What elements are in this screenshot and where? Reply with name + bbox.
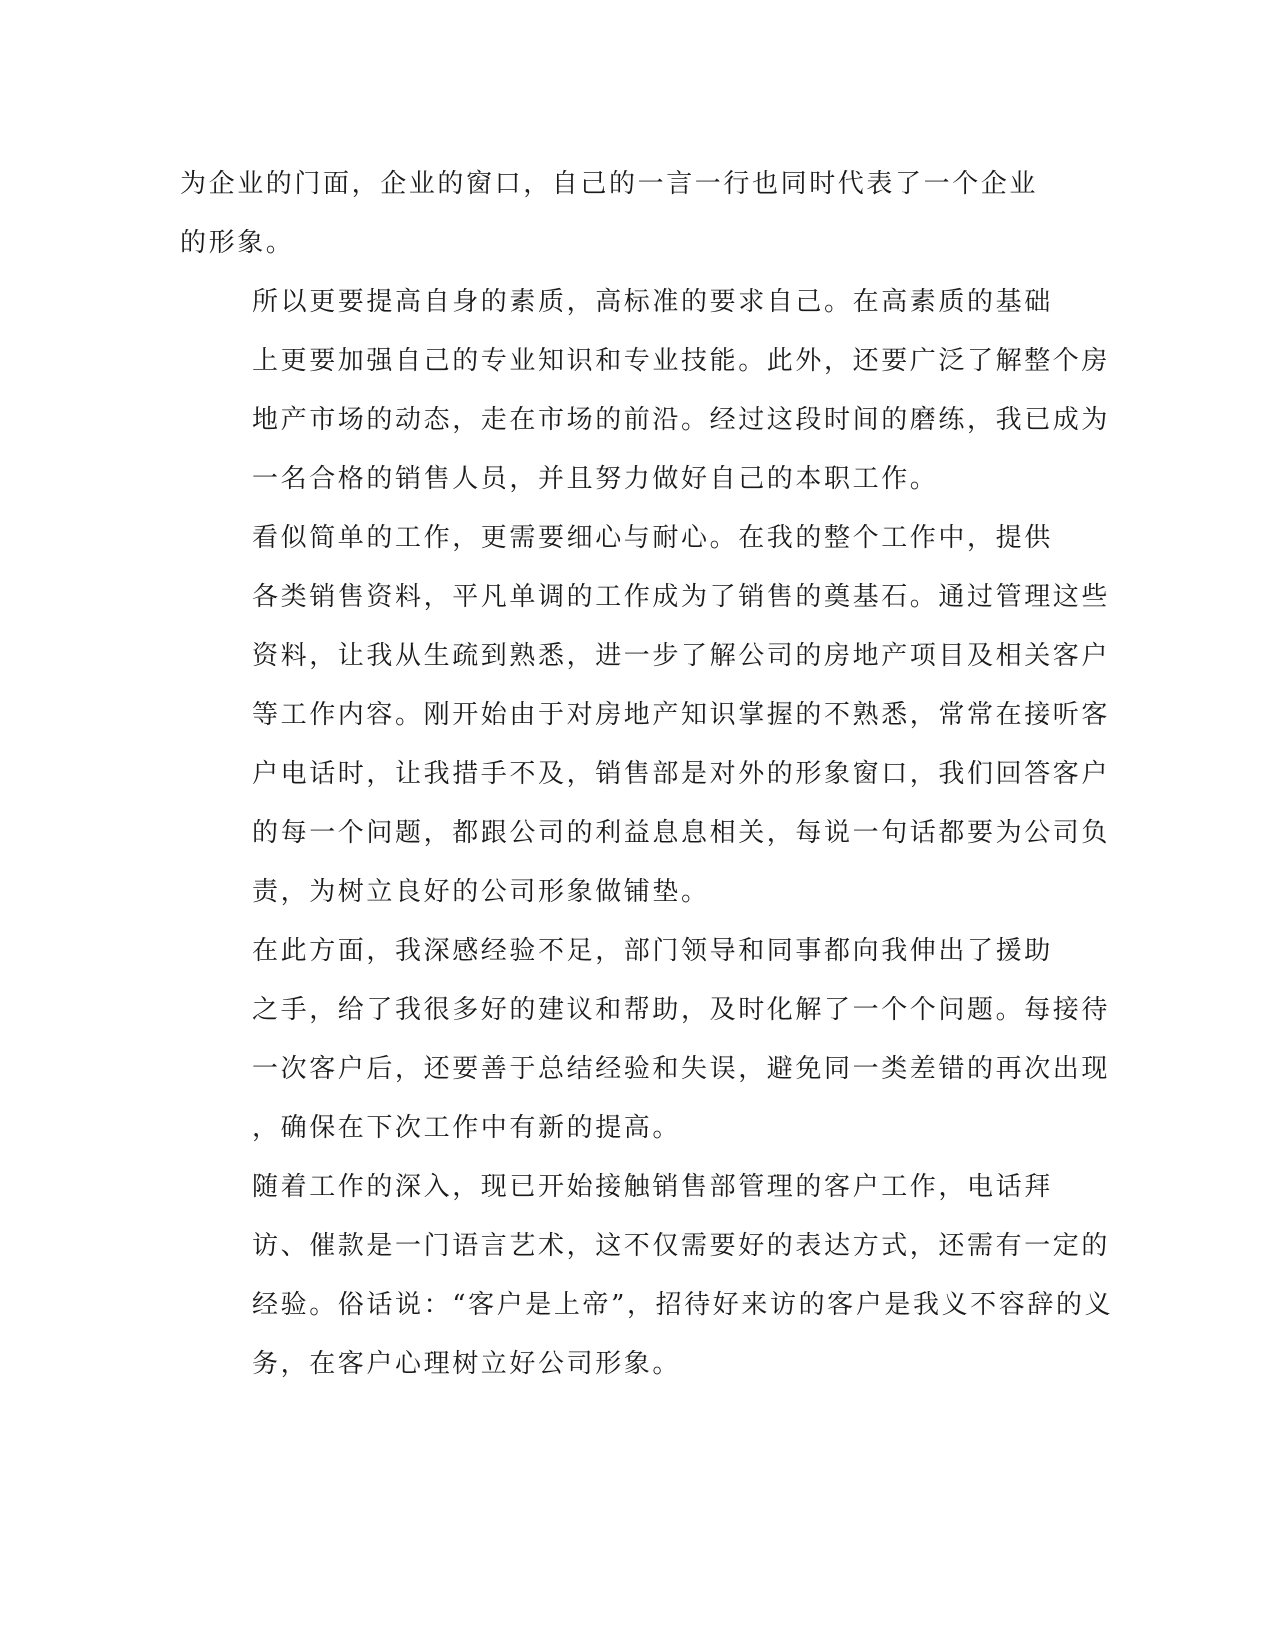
text-line: 之手，给了我很多好的建议和帮助，及时化解了一个个问题。每接待 [252, 995, 1111, 1025]
paragraph-1 [180, 155, 1039, 273]
text-line: 在此方面，我深感经验不足，部门领导和同事都向我伸出了援助 [252, 936, 1053, 966]
text-line: 等工作内容。刚开始由于对房地产知识掌握的不熟悉，常常在接听客 [252, 700, 1111, 730]
text-line: 地产市场的动态，走在市场的前沿。经过这段时间的磨练，我已成为 [252, 405, 1111, 435]
text-line: 看似简单的工作，更需要细心与耐心。在我的整个工作中，提供 [252, 523, 1053, 553]
paragraph-4 [180, 922, 1111, 1158]
text-line: 的形象。 [180, 228, 295, 258]
text-line: 一次客户后，还要善于总结经验和失误，避免同一类差错的再次出现 [252, 1054, 1111, 1084]
text-line: 为企业的门面，企业的窗口，自己的一言一行也同时代表了一个企业 [180, 169, 1039, 199]
text-line: 务，在客户心理树立好公司形象。 [252, 1349, 682, 1379]
text-line: 上更要加强自己的专业知识和专业技能。此外，还要广泛了解整个房 [252, 346, 1111, 376]
text-line: 经验。俗话说：“客户是上帝”，招待好来访的客户是我义不容辞的义 [252, 1290, 1114, 1320]
text-line: 一名合格的销售人员，并且努力做好自己的本职工作。 [252, 464, 939, 494]
document-body [180, 155, 1114, 1394]
text-line: 户电话时，让我措手不及，销售部是对外的形象窗口，我们回答客户 [252, 759, 1111, 789]
text-line: 各类销售资料，平凡单调的工作成为了销售的奠基石。通过管理这些 [252, 582, 1111, 612]
text-line: 随着工作的深入，现已开始接触销售部管理的客户工作，电话拜 [252, 1172, 1053, 1202]
text-line: 责，为树立良好的公司形象做铺垫。 [252, 877, 710, 907]
paragraph-3 [180, 509, 1111, 922]
text-line: ，确保在下次工作中有新的提高。 [252, 1113, 682, 1143]
text-line: 资料，让我从生疏到熟悉，进一步了解公司的房地产项目及相关客户 [252, 641, 1111, 671]
paragraph-2 [180, 273, 1111, 509]
text-line: 访、催款是一门语言艺术，这不仅需要好的表达方式，还需有一定的 [252, 1231, 1111, 1261]
text-line: 所以更要提高自身的素质，高标准的要求自己。在高素质的基础 [252, 287, 1053, 317]
text-line: 的每一个问题，都跟公司的利益息息相关，每说一句话都要为公司负 [252, 818, 1111, 848]
paragraph-5 [180, 1158, 1114, 1394]
